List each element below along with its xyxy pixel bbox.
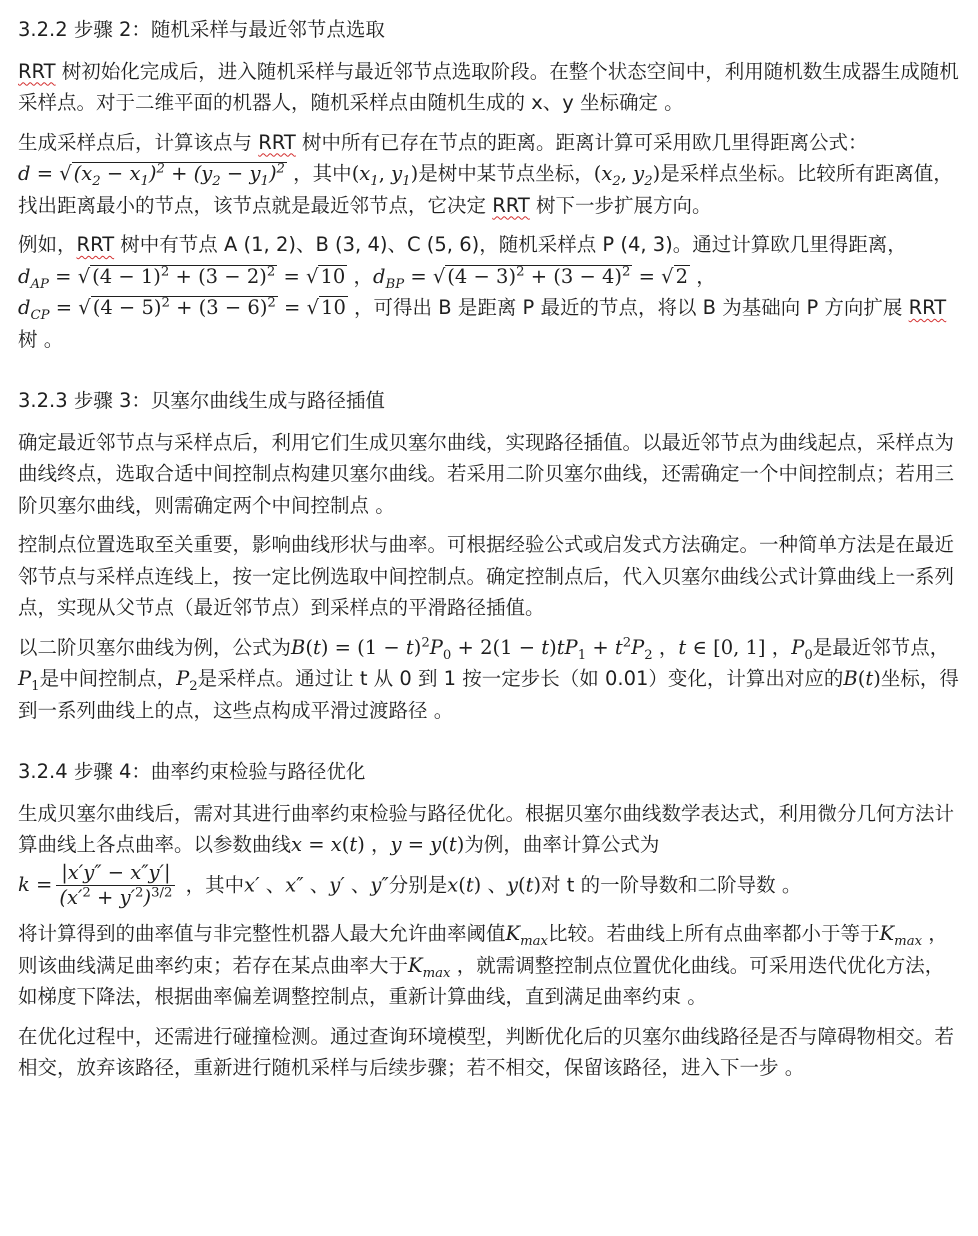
paragraph-quadratic-bezier: 以二阶贝塞尔曲线为例，公式为$B(t) = (1 - t)^2P_0 + 2(1 - t)tP_1 + t^2P_2$ ，t ∈ [0, 1] ，$P_0$是最近邻节点，$P_1$是中间控制点，$P_2$是采样点。通过让 t 从 0 到 1 按一定步长（如 0.01）变化，计算出对应的B(t)坐标，得到一系列曲线上的点，这些点构成平滑过渡路径 。 (18, 635, 959, 722)
section-3-2-2-heading: 3.2.2 步骤 2：随机采样与最近邻节点选取 (18, 18, 385, 41)
paragraph-control-points: 控制点位置选取至关重要，影响曲线形状与曲率。可根据经验公式或启发式方法确定。一种简单方法是在最近邻节点与采样点连线上，按一定比例选取中间控制点。确定控制点后，代入贝塞尔曲线公式计算曲线上一系列点，实现从父节点（最近邻节点）到采样点的平滑路径插值。 (18, 533, 955, 619)
spellcheck-word[interactable]: RRT (492, 193, 530, 217)
paragraph-rrt-init: RRT 树初始化完成后，进入随机采样与最近邻节点选取阶段。在整个状态空间中，利用随机数生成器生成随机采样点。对于二维平面的机器人，随机采样点由随机生成的 x、y 坐标确定 。 (18, 59, 959, 114)
spellcheck-word[interactable]: RRT (76, 233, 115, 256)
spellcheck-word[interactable]: RRT (18, 59, 56, 83)
section-3-2-4-heading: 3.2.4 步骤 4：曲率约束检验与路径优化 (18, 760, 366, 783)
formula-dcp: $d_{CP}$ = √ $(4 - 5)^2 + (3 - 6)^2$ = √ 10 (18, 295, 346, 323)
paragraph-collision: 在优化过程中，还需进行碰撞检测。通过查询环境模型，判断优化后的贝塞尔曲线路径是否与障碍物相交。若相交，放弃该路径，重新进行随机采样与后续步骤；若不相交，保留该路径，进入下一步 。 (18, 1024, 955, 1080)
paragraph-bezier-gen: 确定最近邻节点与采样点后，利用它们生成贝塞尔曲线，实现路径插值。以最近邻节点为曲线起点，采样点为曲线终点，选取合适中间控制点构建贝塞尔曲线。若采用二阶贝塞尔曲线，还需确定一个中间控制点；若用三阶贝塞尔曲线，则需确定两个中间控制点 。 (18, 430, 955, 517)
formula-dbp: $d_{BP}$ = √ $(4 - 3)^2 + (3 - 4)^2$ = √ 2 (372, 264, 689, 292)
spellcheck-word[interactable]: RRT (258, 130, 296, 154)
spellcheck-word[interactable]: RRT (908, 296, 947, 319)
section-3-2-3-heading: 3.2.3 步骤 3：贝塞尔曲线生成与路径插值 (18, 389, 385, 412)
formula-dap: $d_{AP}$ = √ $(4 - 1)^2 + (3 - 2)^2$ = √ 10 (18, 264, 346, 292)
paragraph-example: 例如，RRT 树中有节点 A (1, 2)、B (3, 4)、C (5, 6)，随机采样点 P (4, 3)。通过计算欧几里得距离，$d_{AP}$ = √ $(4 - 1)^2 + (3 - 2)^2$ = √ 10 ，$d_{BP}$ = √ $(4 - 3)^2 + (3 - 4)^2$ = √ 2 ， $d_{CP}$ = √ $(4 - 5)^2 + (3 - 6)^2$ = √ 10 ，可得出 B 是距离 P 最近的节点，将以 B 为基础向 P 方向扩展 RRT 树 。 (18, 233, 947, 351)
paragraph-kmax: 将计算得到的曲率值与非完整性机器人最大允许曲率阈值$K_{max}$比较。若曲线上所有点曲率都小于等于$K_{max}$ ，则该曲线满足曲率约束；若存在某点曲率大于$K_{max}$ ，就需调整控制点位置优化曲线。可采用迭代优化方法，如梯度下降法，根据曲率偏差调整控制点，重新计算曲线，直到满足曲率约束 。 (18, 922, 948, 1009)
paragraph-curvature: 生成贝塞尔曲线后，需对其进行曲率约束检验与路径优化。根据贝塞尔曲线数学表达式，利用微分几何方法计算曲线上各点曲率。以参数曲线x = x(t) ，y = y(t)为例，曲率计算公式为 k = $\frac{|x'y'' - x''y'|}{(x'^2 + y'^2)^{3/2}}$ ，其中x′ 、x″ 、y′ 、y″分别是x(t) 、y(t)对 t 的一阶导数和二阶导数 。 (18, 801, 955, 909)
formula-curvature: k = $\frac{|x'y'' - x''y'|}{(x'^2 + y'^2)^{3/2}}$ (18, 873, 179, 896)
formula-bezier: $B(t) = (1 - t)^2P_0 + 2(1 - t)tP_1 + t^2P_2$ (291, 635, 653, 663)
formula-euclidean: d = √ $(x_2 - x_1)^2 + (y_2 - y_1)^2$ (18, 161, 285, 189)
paragraph-distance: 生成采样点后，计算该点与 RRT 树中所有已存在节点的距离。距离计算可采用欧几里得距离公式： d = √ $(x_2 - x_1)^2 + (y_2 - y_1)^2$ ，其中($x_1$, $y_1$)是树中某节点坐标，($x_2$, $y_2$)是采样点坐标。比较所有距离值，找出距离最小的节点，该节点就是最近邻节点，它决定 RRT 树下一步扩展方向。 (18, 130, 953, 217)
